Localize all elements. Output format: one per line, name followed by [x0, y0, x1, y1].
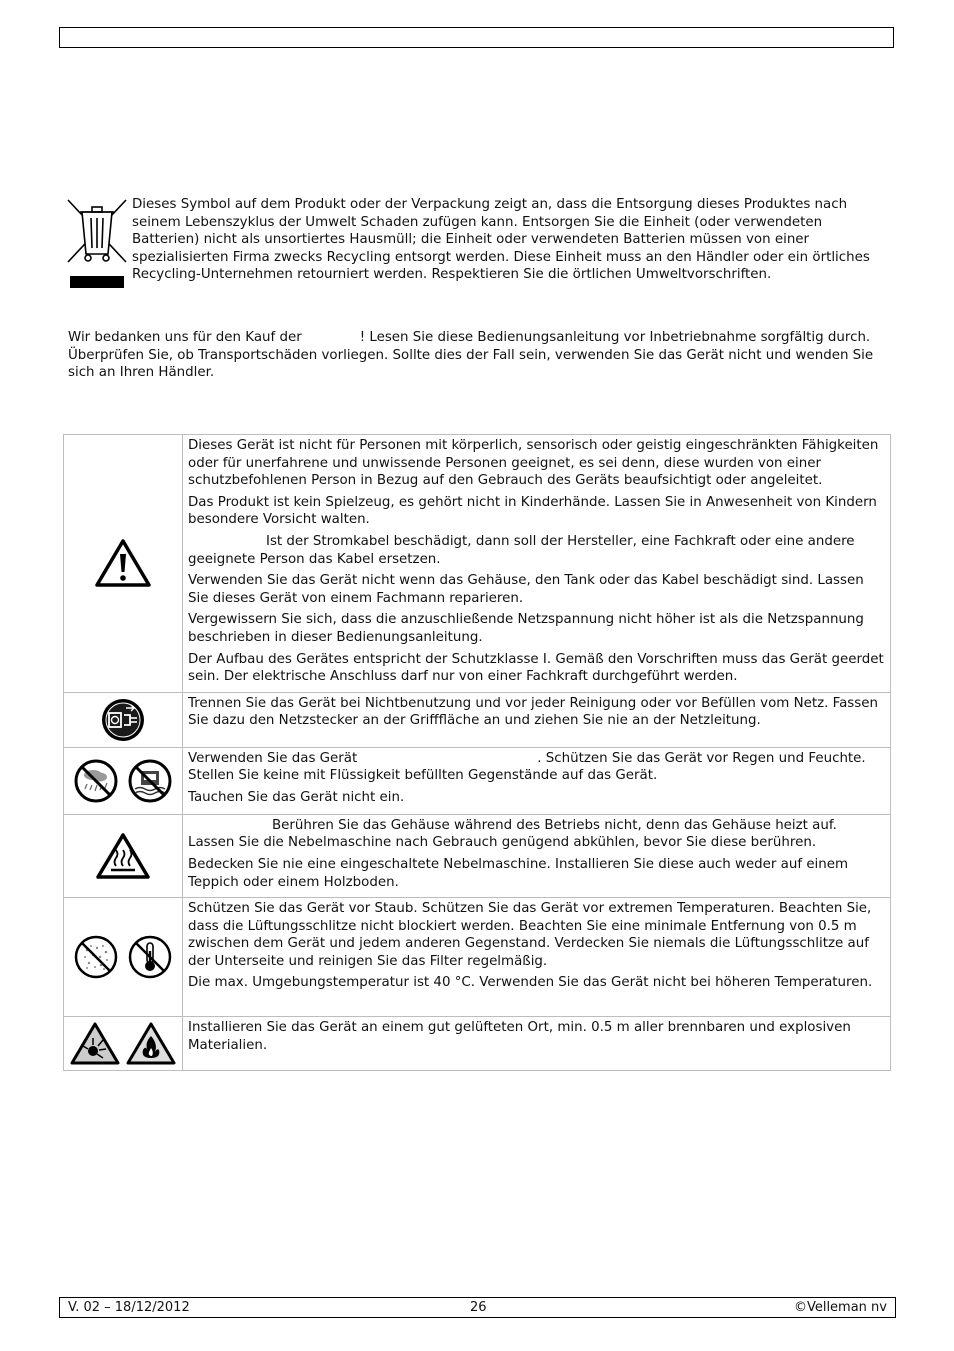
hot-surface-text-wrap	[188, 817, 886, 852]
safety-icon-cell	[64, 814, 183, 897]
moisture-text-a: Verwenden Sie das Gerät	[188, 750, 358, 766]
warning-text-4: Verwenden Sie das Gerät nicht wenn das Gehäuse, den Tank oder das Kabel beschädigt sind. Lassen Sie dieses Gerät von einem Fachmann reparieren.	[188, 573, 864, 606]
hot-surface-icon	[95, 832, 151, 880]
intro-paragraph	[68, 329, 890, 382]
safety-row	[64, 1017, 891, 1071]
warning-text-5: Vergewissern Sie sich, dass die anzuschließende Netzspannung nicht höher ist als die Netzspannung beschrieben in dieser Bedienungsanleitung.	[188, 612, 864, 645]
crossed-out-wheelie-bin-icon	[66, 196, 128, 292]
safety-text-cell	[183, 1017, 891, 1071]
warning-text-3: Ist der Stromkabel beschädigt, dann soll der Hersteller, eine Fachkraft oder eine andere geeignete Person das Kabel ersetzen.	[188, 533, 855, 567]
dust-text: Schützen Sie das Gerät vor Staub. Schützen Sie das Gerät vor extremen Temperaturen. Beachten Sie, dass die Lüftungsschlitze nicht blockiert werden. Beachten Sie eine minimale Entfernung von 0.5 m zwischen dem Gerät und jedem anderen Gegenstand. Verdecken Sie niemals die Lüftungsschlitze auf der Unterseite und reinigen Sie das Filter regelmäßig.	[188, 901, 872, 969]
temperature-text: Die max. Umgebungstemperatur ist 40 °C. Verwenden Sie das Gerät nicht bei höheren Temperaturen.	[188, 975, 873, 991]
safety-text-cell	[183, 898, 891, 1017]
safety-icon-cell	[64, 898, 183, 1017]
ventilation-text: Installieren Sie das Gerät an einem gut gelüfteten Ort, min. 0.5 m aller brennbaren und explosiven Materialien.	[188, 1020, 851, 1053]
no-extreme-temperature-icon	[127, 934, 173, 980]
weee-text: Dieses Symbol auf dem Produkt oder der Verpackung zeigt an, dass die Entsorgung dieses Produktes nach seinem Lebenszyklus der Umwelt Schaden zufügen kann. Entsorgen Sie die Einheit (oder verwendeten Batterien) nicht als unsortiertes Hausmüll; die Einheit oder verwendeten Batterien müssen von einer spezialisierten Firma zwecks Recycling entsorgt werden. Diese Einheit muss an den Händler oder ein örtliches Recycling-Unternehmen retourniert werden. Respektieren Sie die örtlichen Umweltvorschriften.	[132, 197, 870, 283]
safety-text-cell	[183, 814, 891, 897]
moisture-text-wrap	[188, 750, 886, 785]
warning-text-3-wrap	[188, 533, 886, 568]
warning-text-6: Der Aufbau des Gerätes entspricht der Schutzklasse I. Gemäß den Vorschriften muss das Gerät geerdet sein. Der elektrische Anschluss darf nur von einer Fachkraft durchgeführt werden.	[188, 651, 884, 685]
safety-icon-cell	[64, 435, 183, 693]
explosive-warning-icon	[70, 1022, 120, 1066]
hot-surface-text: Berühren Sie das Gehäuse während des Betriebs nicht, denn das Gehäuse heizt auf. Lassen Sie die Nebelmaschine nach Gebrauch genügend abkühlen, bevor Sie diese berühren.	[188, 817, 837, 851]
safety-icon-cell	[64, 747, 183, 814]
footer	[59, 1297, 896, 1318]
safety-row	[64, 814, 891, 897]
no-rain-icon	[73, 758, 119, 804]
no-immersion-icon	[127, 758, 173, 804]
safety-row	[64, 747, 891, 814]
warning-text-1: Dieses Gerät ist nicht für Personen mit körperlich, sensorisch oder geistig eingeschränkten Fähigkeiten oder für unerfahrene und unwissende Personen geeignet, es sei denn, diese wurden von einer schutzbefohlenen Person in Bezug auf den Gebrauch des Geräts beaufsichtigt oder angeleitet.	[188, 438, 879, 489]
footer-version: V. 02 – 18/12/2012	[68, 1300, 190, 1315]
safety-text-cell	[183, 692, 891, 747]
moisture-text-b: . Schützen Sie das Gerät vor Regen und Feuchte. Stellen Sie keine mit Flüssigkeit befüllten Gegenstände auf das Gerät.	[188, 750, 866, 784]
flammable-warning-icon	[126, 1022, 176, 1066]
footer-copyright: ©Velleman nv	[793, 1300, 887, 1315]
general-warning-icon	[95, 538, 151, 588]
safety-icon-cell	[64, 692, 183, 747]
safety-row	[64, 435, 891, 693]
safety-row	[64, 692, 891, 747]
intro-part1: Wir bedanken uns für den Kauf der	[68, 330, 302, 345]
safety-table	[63, 434, 891, 1071]
no-dust-icon	[73, 934, 119, 980]
cover-text: Bedecken Sie nie eine eingeschaltete Nebelmaschine. Installieren Sie diese auch weder auf einem Teppich oder einem Holzboden.	[188, 856, 849, 890]
intro-part2: ! Lesen Sie diese Bedienungsanleitung vor Inbetriebnahme sorgfältig durch. Überprüfen Sie, ob Transportschäden vorliegen. Sollte dies der Fall sein, verwenden Sie das Gerät nicht und wenden Sie sich an Ihren Händler.	[68, 330, 874, 381]
disconnect-mains-plug-icon	[100, 697, 146, 743]
safety-text-cell	[183, 435, 891, 693]
safety-icon-cell	[64, 1017, 183, 1071]
warning-text-2: Das Produkt ist kein Spielzeug, es gehört nicht in Kinderhände. Lassen Sie in Anwesenheit von Kindern besondere Vorsicht walten.	[188, 494, 877, 528]
footer-page-number: 26	[470, 1300, 487, 1315]
safety-row	[64, 898, 891, 1017]
safety-text-cell	[183, 747, 891, 814]
immersion-text: Tauchen Sie das Gerät nicht ein.	[188, 789, 405, 805]
unplug-text: Trennen Sie das Gerät bei Nichtbenutzung und vor jeder Reinigung oder vor Befüllen vom Netz. Fassen Sie dazu den Netzstecker an der Grifffläche an und ziehen Sie nie an der Netzleitung.	[188, 695, 878, 729]
header-box	[59, 27, 894, 48]
